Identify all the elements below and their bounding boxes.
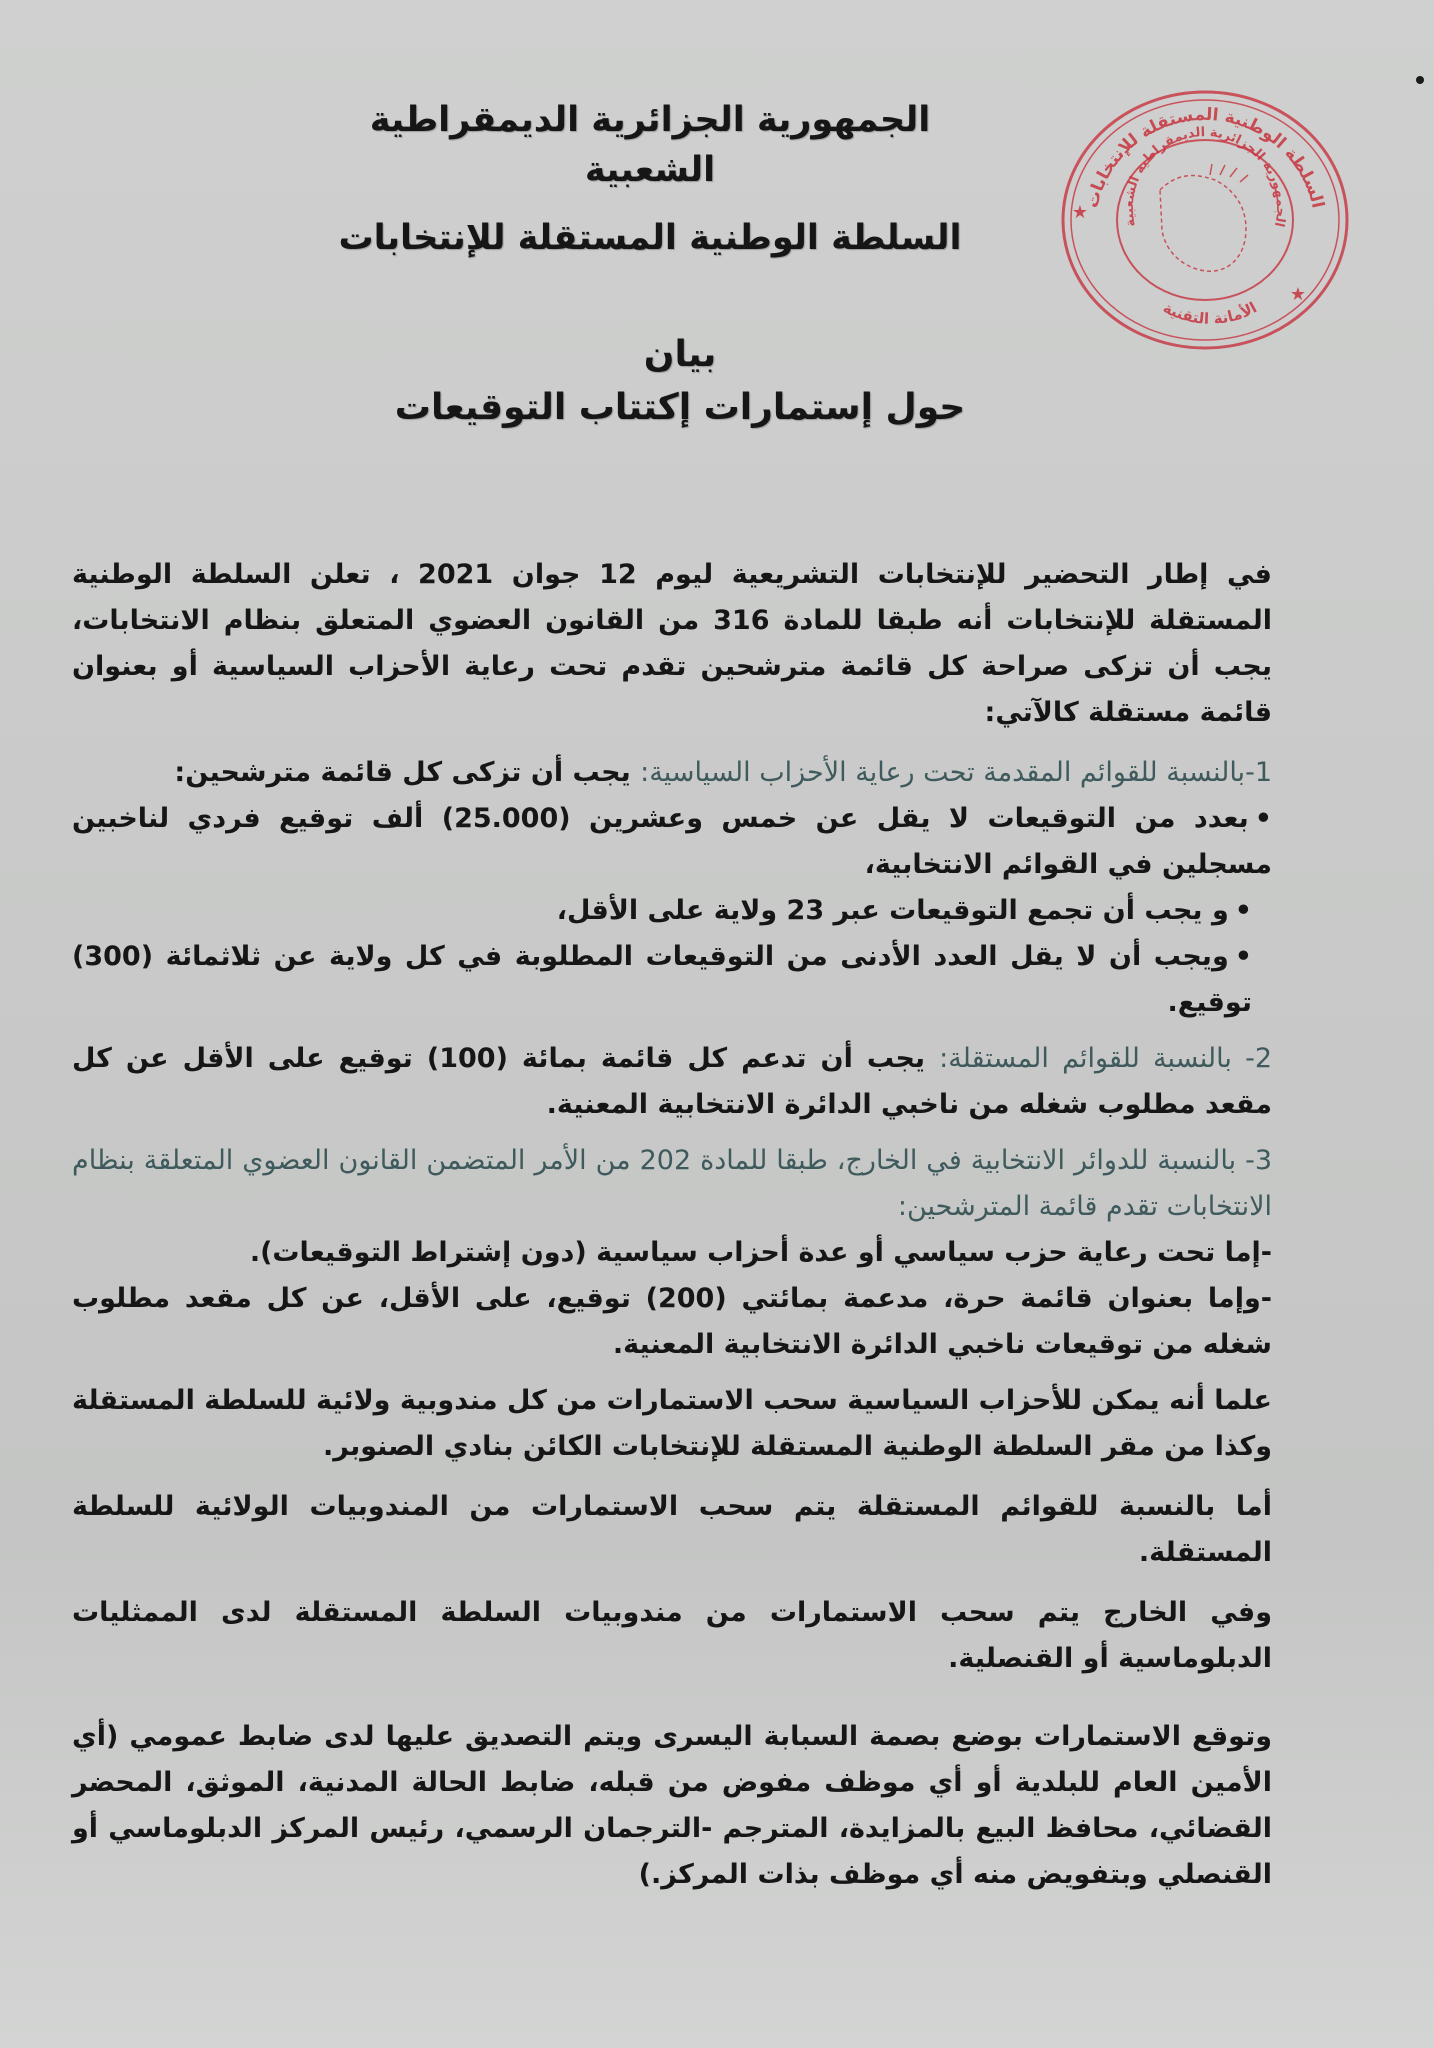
authority-name: السلطة الوطنية المستقلة للإنتخابات — [338, 218, 962, 258]
svg-text:★: ★ — [1289, 284, 1306, 305]
paragraph-signature-certification: وتوقع الاستمارات بوضع بصمة السبابة اليسرى ويتم التصديق عليها لدى ضابط عمومي (أي الأمين العام للبلدية أو أي موظف مفوض من قبله، ضابط الحالة المدنية، الموثق، المحضر القضائي، محافظ البيع بالمزايدة، المترجم -الترجمان الرسمي، رئيس المركز الدبلوماسي أو القنصلي وبتفويض منه أي موظف بذات المركز.) — [72, 1721, 1272, 1890]
svg-text:★: ★ — [1071, 202, 1088, 223]
stamp-bottom-text: الأمانة التقنية — [1160, 298, 1260, 328]
svg-text:السلطة الوطنية المستقلة للإنتخ — [1082, 105, 1327, 210]
paragraph-party-forms: علما أنه يمكن للأحزاب السياسية سحب الاستمارات من كل مندوبية ولائية للسلطة المستقلة وكذا من مقر السلطة الوطنية المستقلة للإنتخابات الكائن بنادي الصنوبر. — [72, 1385, 1272, 1462]
list-item: • بعدد من التوقيعات لا يقل عن خمس وعشرين (25.000) ألف توقيع فردي لناخبين مسجلين في القوائم الانتخابية، — [72, 796, 1272, 888]
country-name: الجمهورية الجزائرية الديمقراطية الشعبية — [369, 100, 931, 190]
official-stamp-icon — [1050, 80, 1360, 360]
section-heading: 3- بالنسبة للدوائر الانتخابية في الخارج، طبقا للمادة 202 من الأمر المتضمن القانون العضوي المتعلقة بنظام الانتخابات تقدم قائمة المترشحين: — [72, 1145, 1272, 1222]
intro-paragraph: في إطار التحضير للإنتخابات التشريعية ليوم 12 جوان 2021 ، تعلن السلطة الوطنية المستقلة للإنتخابات أنه طبقا للمادة 316 من القانون العضوي المتعلق بنظام الانتخابات، يجب أن تزكى صراحة كل قائمة مترشحين تقدم تحت رعاية الأحزاب السياسية أو بعنوان قائمة مستقلة كالآتي: — [72, 559, 1272, 728]
stamp-inner-text: الجمهورية الجزائرية الديمقراطية الشعبية — [1121, 125, 1289, 229]
document-header — [300, 95, 1000, 281]
section-party-lists — [72, 750, 1272, 1026]
requirements-list — [72, 796, 1272, 1026]
list-item: -وإما بعنوان قائمة حرة، مدعمة بمائتي (200) توقيع، على الأقل، عن كل مقعد مطلوب شغله من توقيعات ناخبي الدائرة الانتخابية المعنية. — [72, 1283, 1272, 1360]
section-lead: يجب أن تزكى كل قائمة مترشحين: — [174, 757, 641, 788]
paragraph-independent-forms: أما بالنسبة للقوائم المستقلة يتم سحب الاستمارات من المندوبيات الولائية للسلطة المستقلة. — [72, 1491, 1272, 1568]
paragraph-abroad-forms: وفي الخارج يتم سحب الاستمارات من مندوبيات السلطة المستقلة لدى الممثليات الدبلوماسية أو القنصلية. — [72, 1597, 1272, 1674]
stamp-outer-text: السلطة الوطنية المستقلة للإنتخابات — [1082, 104, 1328, 211]
ink-dot — [1416, 76, 1424, 84]
list-item: • ويجب أن لا يقل العدد الأدنى من التوقيعات المطلوبة في كل ولاية عن ثلاثمائة (300) توقيع. — [72, 934, 1272, 1026]
title-main: بيان — [643, 334, 717, 375]
list-item: • و يجب أن تجمع التوقيعات عبر 23 ولاية على الأقل، — [72, 888, 1272, 934]
document-body — [72, 552, 1272, 1912]
title-subject: حول إستمارات إكتتاب التوقيعات — [394, 387, 966, 428]
section-independent-lists — [72, 1036, 1272, 1128]
section-abroad — [72, 1138, 1272, 1368]
list-item: -إما تحت رعاية حزب سياسي أو عدة أحزاب سياسية (دون إشتراط التوقيعات). — [249, 1237, 1272, 1268]
svg-text:الأمانة التقنية — [1160, 298, 1260, 327]
section-heading: 1-بالنسبة للقوائم المقدمة تحت رعاية الأحزاب السياسية: — [640, 757, 1272, 788]
section-heading: 2- بالنسبة للقوائم المستقلة: — [939, 1043, 1273, 1074]
section-lead: يجب أن تدعم كل قائمة بمائة (100) توقيع على الأقل عن كل مقعد مطلوب شغله من ناخبي الدائرة الانتخابية المعنية. — [72, 1043, 1272, 1120]
statement-title — [380, 330, 980, 436]
